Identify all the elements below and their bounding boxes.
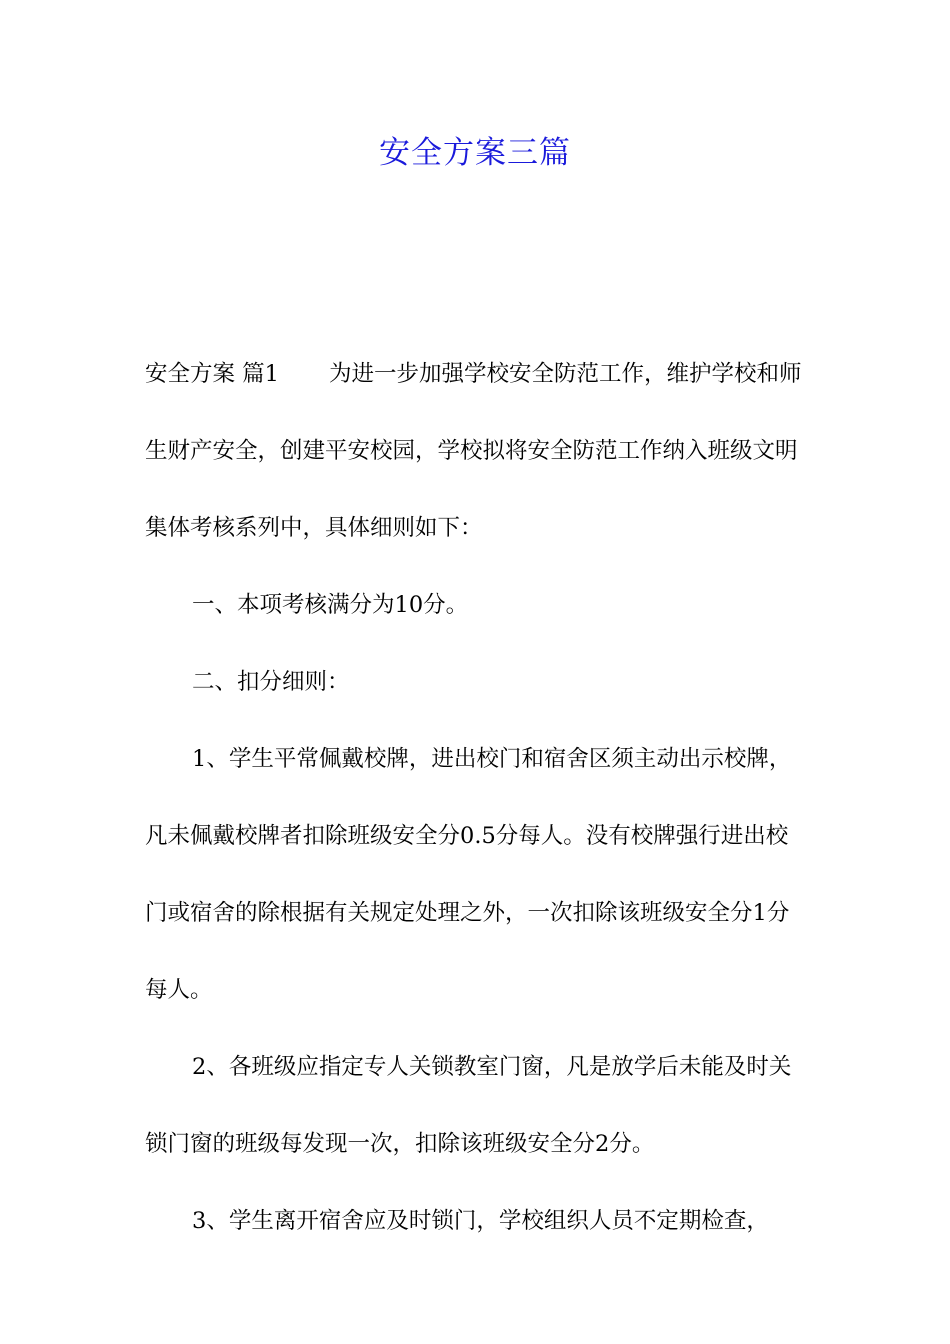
intro-paragraph bbox=[145, 336, 810, 567]
paragraph-rule-3: 3、学生离开宿舍应及时锁门，学校组织人员不定期检查， bbox=[192, 1208, 769, 1234]
paragraph-full-score: 一、本项考核满分为10分。 bbox=[192, 592, 469, 618]
intro-text: 为进一步加强学校安全防范工作，维护学校和师生财产安全，创建平安校园，学校拟将安全防范工作纳入班级文明集体考核系列中，具体细则如下： bbox=[145, 361, 802, 541]
document-body bbox=[145, 336, 810, 1260]
paragraph-rule-1: 1、学生平常佩戴校牌，进出校门和宿舍区须主动出示校牌，凡未佩戴校牌者扣除班级安全分0.5分每人。没有校牌强行进出校门或宿舍的除根据有关规定处理之外，一次扣除该班级安全分1分每人。 bbox=[145, 746, 792, 1003]
paragraph-rule-2: 2、各班级应指定专人关锁教室门窗，凡是放学后未能及时关锁门窗的班级每发现一次，扣除该班级安全分2分。 bbox=[145, 1054, 792, 1157]
page-title: 安全方案三篇 bbox=[379, 135, 571, 171]
paragraph-deduction-heading: 二、扣分细则： bbox=[192, 669, 350, 695]
section-label: 安全方案 篇1 bbox=[145, 361, 279, 387]
